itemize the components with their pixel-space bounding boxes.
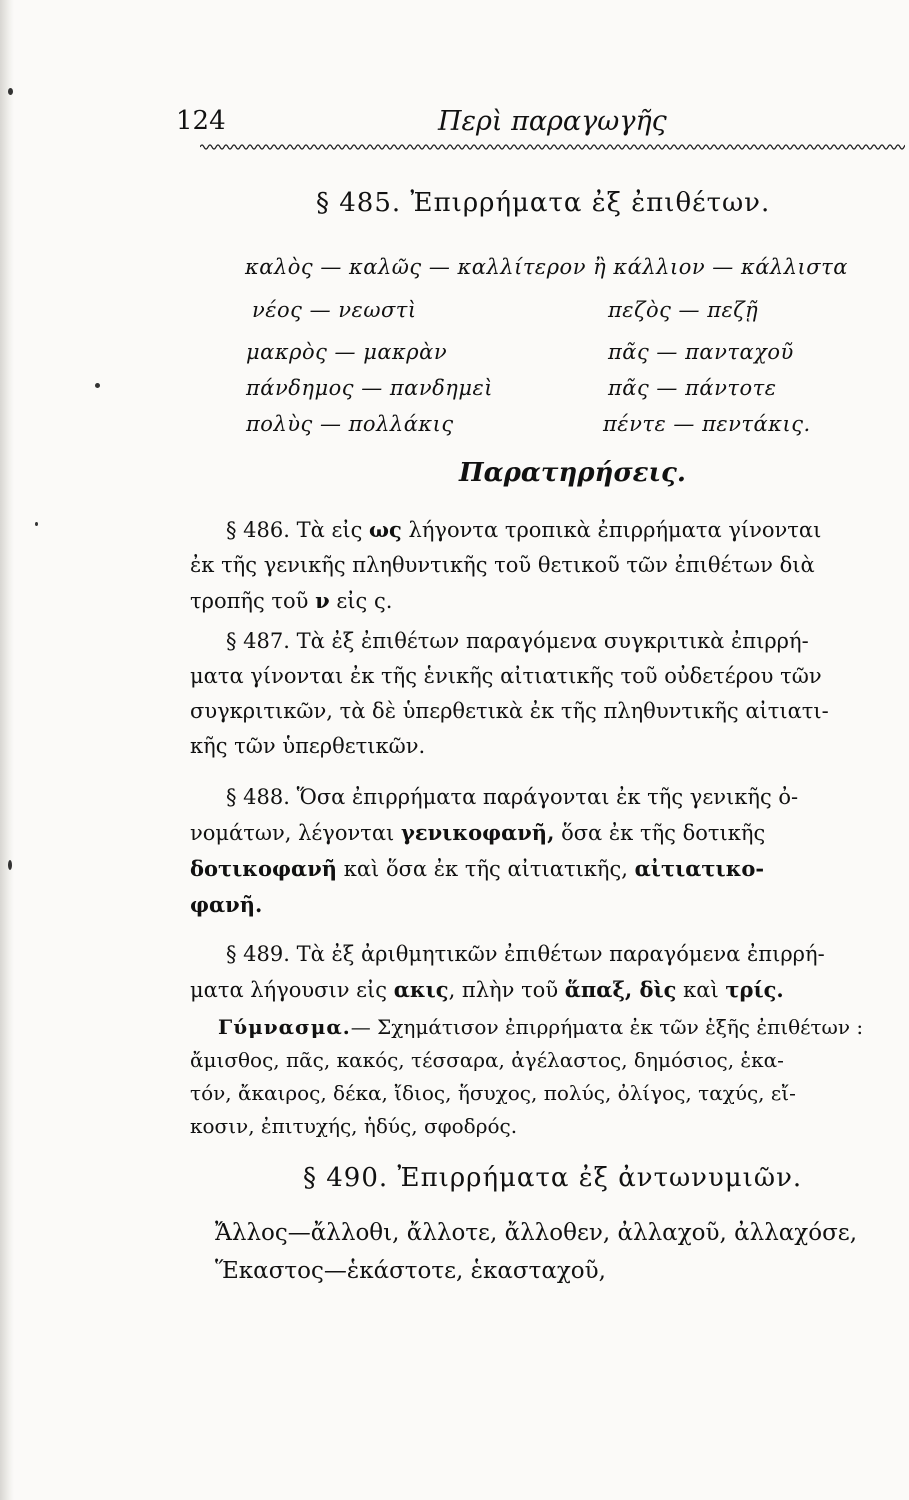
text-run: ὅσα ἐκ τῆς δοτικῆς bbox=[554, 821, 766, 845]
print-speck bbox=[8, 860, 12, 870]
text-line: § 489. Τὰ ἐξ ἀριθμητικῶν ἐπιθέτων παραγόμενα ἐπιρρή- bbox=[226, 942, 825, 966]
section-485-heading: § 485. Ἐπιρρήματα ἐξ ἐπιθέτων. bbox=[316, 188, 771, 218]
text-line: ἐκ τῆς γενικῆς πληθυντικῆς τοῦ θετικοῦ τῶν ἐπιθέτων διὰ bbox=[190, 553, 815, 577]
print-speck bbox=[8, 88, 13, 95]
list-item-right: πέντε — πεντάκις. bbox=[603, 412, 811, 436]
text-run: § 486. Τὰ εἰς bbox=[226, 518, 370, 542]
list-item-right: πᾶς — πάντοτε bbox=[608, 376, 777, 400]
text-line: κῆς τῶν ὑπερθετικῶν. bbox=[190, 734, 426, 758]
text-run: , πλὴν τοῦ bbox=[448, 978, 565, 1002]
bold-term: γενικοφανῆ, bbox=[400, 820, 555, 845]
exercise-label: Γύμνασμα. bbox=[218, 1015, 351, 1039]
running-title: Περὶ παραγωγῆς bbox=[438, 106, 667, 137]
list-item-left: νέος — νεωστὶ bbox=[252, 298, 417, 322]
text-run: εἰς ς. bbox=[329, 589, 393, 613]
print-speck bbox=[95, 383, 100, 388]
text-line: συγκριτικῶν, τὰ δὲ ὑπερθετικὰ ἐκ τῆς πληθυντικῆς αἰτιατι- bbox=[190, 699, 829, 723]
text-line bbox=[190, 1011, 905, 1044]
exercise-block bbox=[190, 1011, 905, 1143]
page-number: 124 bbox=[176, 106, 226, 136]
section-490-text bbox=[215, 1214, 905, 1290]
bold-term: φανῆ. bbox=[190, 892, 263, 917]
bold-term: ακις bbox=[393, 977, 449, 1002]
bold-term: ως bbox=[369, 517, 402, 542]
list-item-right: πᾶς — πανταχοῦ bbox=[608, 340, 794, 364]
print-speck bbox=[35, 522, 38, 526]
list-item-right: πεζὸς — πεζῇ bbox=[608, 298, 759, 322]
text-line: κοσιν, ἐπιτυχής, ἡδύς, σφοδρός. bbox=[190, 1114, 518, 1138]
list-item-left: πολὺς — πολλάκις bbox=[246, 412, 454, 436]
text-run: νομάτων, λέγονται bbox=[190, 821, 401, 845]
bold-term: αἰτιατικο- bbox=[634, 856, 765, 881]
text-run: καὶ ὅσα ἐκ τῆς αἰτιατικῆς, bbox=[337, 857, 635, 881]
text-run: ματα λήγουσιν εἰς bbox=[190, 978, 394, 1002]
observations-heading: Παρατηρήσεις. bbox=[459, 458, 686, 488]
text-line: Ἕκαστος—ἑκάστοτε, ἑκασταχοῦ, bbox=[215, 1258, 606, 1284]
running-header bbox=[0, 106, 909, 146]
text-line: § 488. Ὅσα ἐπιρρήματα παράγονται ἐκ τῆς γενικῆς ὀ- bbox=[226, 785, 799, 809]
text-run: καὶ bbox=[676, 978, 726, 1002]
text-run: τροπῆς τοῦ bbox=[190, 589, 316, 613]
paragraph-489 bbox=[190, 937, 905, 1008]
bold-term: ν bbox=[315, 588, 330, 613]
text-line: Ἄλλος—ἄλλοθι, ἄλλοτε, ἄλλοθεν, ἀλλαχοῦ, ἀλλαχόσε, bbox=[215, 1220, 858, 1246]
text-line bbox=[190, 815, 905, 851]
text-line bbox=[190, 851, 905, 887]
text-line bbox=[190, 512, 905, 548]
exercise-instruction: — Σχημάτισον ἐπιρρήματα ἐκ τῶν ἑξῆς ἐπιθέτων : bbox=[350, 1015, 864, 1039]
bold-term: δοτικοφανῆ bbox=[190, 856, 338, 881]
bold-term: ἅπαξ, δὶς bbox=[564, 977, 677, 1002]
text-line bbox=[190, 583, 905, 619]
wavy-rule-divider bbox=[200, 142, 905, 152]
list-item-left: πάνδημος — πανδημεὶ bbox=[246, 376, 494, 400]
text-line: τόν, ἄκαιρος, δέκα, ἴδιος, ἥσυχος, πολύς, ὀλίγος, ταχύς, εἴ- bbox=[190, 1081, 796, 1105]
text-line bbox=[190, 972, 905, 1008]
bold-term: τρίς. bbox=[725, 977, 784, 1002]
text-run: λήγοντα τροπικὰ ἐπιρρήματα γίνονται bbox=[401, 518, 822, 542]
text-line: ματα γίνονται ἐκ τῆς ἑνικῆς αἰτιατικῆς τοῦ οὐδετέρου τῶν bbox=[190, 664, 822, 688]
section-490-heading: § 490. Ἐπιρρήματα ἐξ ἀντωνυμιῶν. bbox=[303, 1163, 803, 1193]
text-line: ἄμισθος, πᾶς, κακός, τέσσαρα, ἀγέλαστος, δημόσιος, ἑκα- bbox=[190, 1048, 784, 1072]
paragraph-486 bbox=[190, 512, 905, 619]
paragraph-487 bbox=[190, 624, 905, 764]
text-line bbox=[190, 887, 905, 923]
list-item-left: μακρὸς — μακρὰν bbox=[246, 340, 448, 364]
page-edge-shadow bbox=[0, 0, 14, 1500]
paragraph-488 bbox=[190, 780, 905, 923]
text-line: § 487. Τὰ ἐξ ἐπιθέτων παραγόμενα συγκριτικὰ ἐπιρρή- bbox=[226, 629, 809, 653]
list-item-left: καλὸς — καλῶς — καλλίτερον ἢ κάλλιον — κάλλιστα bbox=[245, 255, 848, 279]
